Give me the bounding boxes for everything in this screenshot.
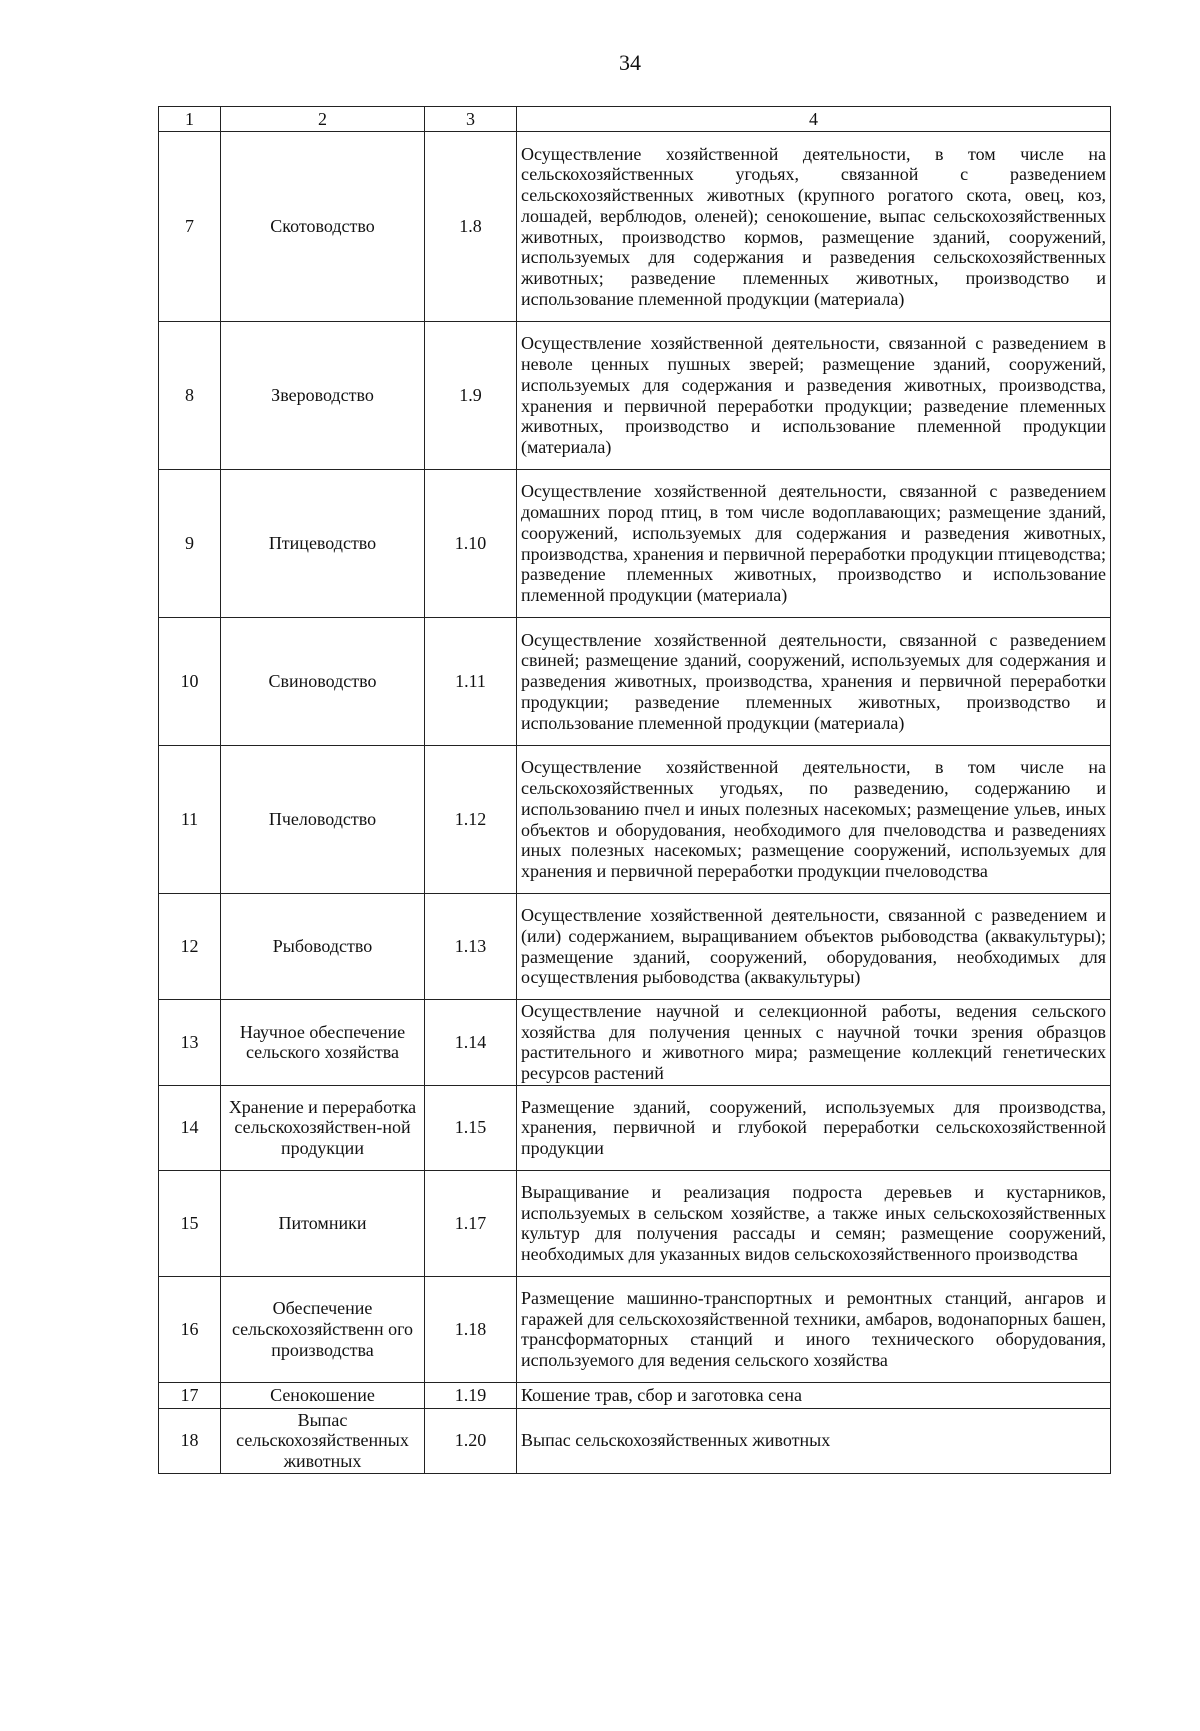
row-description: Кошение трав, сбор и заготовка сена	[517, 1382, 1111, 1408]
row-name: Скотоводство	[221, 132, 425, 322]
table-row	[159, 1382, 1111, 1408]
row-number: 7	[159, 132, 221, 322]
row-code: 1.12	[425, 746, 517, 894]
land-use-table	[158, 106, 1111, 1474]
table-row	[159, 1085, 1111, 1170]
row-name: Сенокошение	[221, 1382, 425, 1408]
row-description: Осуществление хозяйственной деятельности, в том числе на сельскохозяйственных угодьях, по разведению, содержанию и использованию пчел и иных полезных насекомых; размещение ульев, иных объектов и оборудования, необходимого для пчеловодства и разведениях иных полезных насекомых; размещение сооружений, используемых для хранения и первичной переработки продукции пчеловодства	[517, 746, 1111, 894]
row-description: Осуществление хозяйственной деятельности, связанной с разведением в неволе ценных пушных зверей; размещение зданий, сооружений, используемых для содержания и разведения животных, производства, хранения и первичной переработки продукции; разведение племенных животных, производство и использование племенной продукции (материала)	[517, 322, 1111, 470]
table-row	[159, 470, 1111, 618]
row-code: 1.18	[425, 1276, 517, 1382]
table-row	[159, 132, 1111, 322]
row-name: Выпас сельскохозяйственных животных	[221, 1408, 425, 1473]
row-description: Размещение машинно-транспортных и ремонтных станций, ангаров и гаражей для сельскохозяйственной техники, амбаров, водонапорных башен, трансформаторных станций и иного технического оборудования, используемого для ведения сельского хозяйства	[517, 1276, 1111, 1382]
row-code: 1.11	[425, 618, 517, 746]
row-number: 17	[159, 1382, 221, 1408]
row-description: Выращивание и реализация подроста деревьев и кустарников, используемых в сельском хозяйстве, а также иных сельскохозяйственных культур для получения рассады и семян; размещение сооружений, необходимых для указанных видов сельскохозяйственного производства	[517, 1170, 1111, 1276]
page-number: 34	[619, 50, 641, 75]
row-code: 1.13	[425, 894, 517, 1000]
table-header-row	[159, 107, 1111, 132]
row-name: Рыбоводство	[221, 894, 425, 1000]
row-number: 12	[159, 894, 221, 1000]
header-col-1: 1	[159, 107, 221, 132]
row-name: Звероводство	[221, 322, 425, 470]
row-name: Хранение и переработка сельскохозяйствен-ной продукции	[221, 1085, 425, 1170]
table-row	[159, 1276, 1111, 1382]
header-col-4: 4	[517, 107, 1111, 132]
header-col-3: 3	[425, 107, 517, 132]
table-row	[159, 894, 1111, 1000]
row-code: 1.10	[425, 470, 517, 618]
row-description: Осуществление хозяйственной деятельности, связанной с разведением домашних пород птиц, в том числе водоплавающих; размещение зданий, сооружений, используемых для содержания и разведения животных, производства, хранения и первичной переработки продукции птицеводства; разведение племенных животных, производство и использование племенной продукции (материала)	[517, 470, 1111, 618]
row-number: 16	[159, 1276, 221, 1382]
row-number: 14	[159, 1085, 221, 1170]
row-number: 13	[159, 1000, 221, 1086]
header-col-2: 2	[221, 107, 425, 132]
row-number: 15	[159, 1170, 221, 1276]
row-description: Осуществление хозяйственной деятельности, связанной с разведением и (или) содержанием, выращиванием объектов рыбоводства (аквакультуры); размещение зданий, сооружений, оборудования, необходимых для осуществления рыбоводства (аквакультуры)	[517, 894, 1111, 1000]
table-row	[159, 1170, 1111, 1276]
row-name: Свиноводство	[221, 618, 425, 746]
row-description: Осуществление хозяйственной деятельности, связанной с разведением свиней; размещение зданий, сооружений, используемых для содержания и разведения животных, производства, хранения и первичной переработки продукции; разведение племенных животных, производство и использование племенной продукции (материала)	[517, 618, 1111, 746]
row-description: Размещение зданий, сооружений, используемых для производства, хранения, первичной и глубокой переработки сельскохозяйственной продукции	[517, 1085, 1111, 1170]
row-number: 18	[159, 1408, 221, 1473]
row-number: 8	[159, 322, 221, 470]
table-row	[159, 1000, 1111, 1086]
row-description: Осуществление научной и селекционной работы, ведения сельского хозяйства для получения ценных с научной точки зрения образцов растительного и животного мира; размещение коллекций генетических ресурсов растений	[517, 1000, 1111, 1086]
row-name: Пчеловодство	[221, 746, 425, 894]
row-name: Питомники	[221, 1170, 425, 1276]
row-code: 1.14	[425, 1000, 517, 1086]
row-name: Птицеводство	[221, 470, 425, 618]
row-name: Научное обеспечение сельского хозяйства	[221, 1000, 425, 1086]
table-body	[159, 132, 1111, 1474]
row-code: 1.20	[425, 1408, 517, 1473]
table-row	[159, 746, 1111, 894]
row-code: 1.9	[425, 322, 517, 470]
table-row	[159, 1408, 1111, 1473]
row-name: Обеспечение сельскохозяйственн ого производства	[221, 1276, 425, 1382]
row-code: 1.15	[425, 1085, 517, 1170]
row-number: 9	[159, 470, 221, 618]
row-number: 10	[159, 618, 221, 746]
table-row	[159, 618, 1111, 746]
row-description: Выпас сельскохозяйственных животных	[517, 1408, 1111, 1473]
row-code: 1.8	[425, 132, 517, 322]
table-row	[159, 322, 1111, 470]
row-number: 11	[159, 746, 221, 894]
row-description: Осуществление хозяйственной деятельности, в том числе на сельскохозяйственных угодьях, связанной с разведением сельскохозяйственных животных (крупного рогатого скота, овец, коз, лошадей, верблюдов, оленей); сенокошение, выпас сельскохозяйственных животных, производство кормов, размещение зданий, сооружений, используемых для содержания и разведения сельскохозяйственных животных; разведение племенных животных, производство и использование племенной продукции (материала)	[517, 132, 1111, 322]
row-code: 1.19	[425, 1382, 517, 1408]
row-code: 1.17	[425, 1170, 517, 1276]
